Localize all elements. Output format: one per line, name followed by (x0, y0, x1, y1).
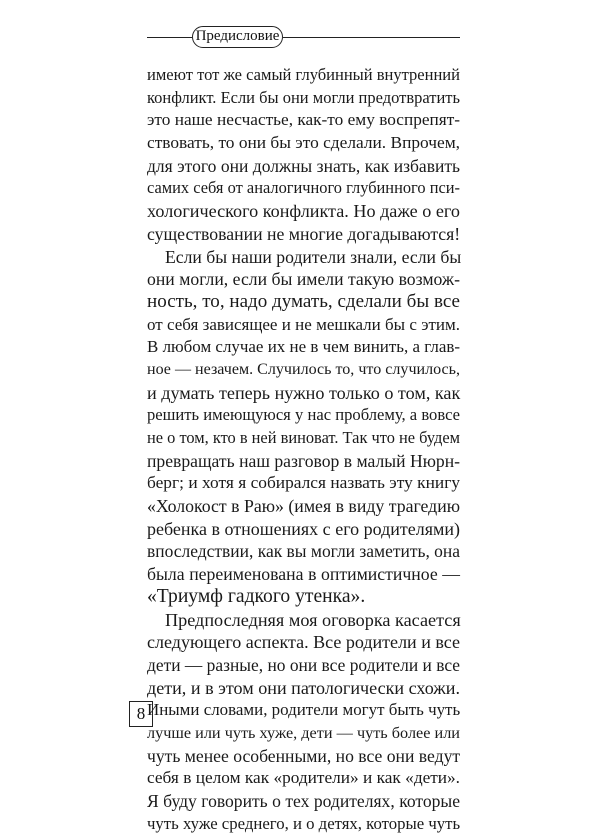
text-line: Предпоследняя моя оговорка касается (165, 609, 461, 630)
text-line: следующего аспекта. Все родители и все (147, 632, 461, 653)
text-line: для этого они должны знать, как избавить (147, 155, 460, 176)
text-line: ребенка в отношениях с его родителями) (147, 518, 460, 539)
text-line: чуть менее особенными, но все они ведут (147, 745, 461, 766)
text-line: была переименована в оптимистичное — (147, 564, 460, 585)
text-line: В любом случае их не в чем винить, а глав- (147, 337, 460, 357)
page-number: 8 (129, 701, 153, 727)
text-line: хологического конфликта. Но даже о его (147, 201, 460, 222)
text-line: себя в целом как «родители» и как «дети». (147, 768, 460, 788)
text-line: ствовать, то они бы это сделали. Впрочем, (147, 133, 461, 153)
text-line: впоследствии, как вы могли заметить, она (147, 541, 461, 562)
text-line: чуть хуже среднего, и о детях, которые чуть (147, 813, 461, 833)
text-line: существовании не многие догадываются! (147, 223, 461, 244)
text-line: решить имеющуюся у нас проблему, а вовсе (147, 405, 460, 425)
text-line: берг; и хотя я собирался назвать эту книгу (147, 473, 460, 493)
text-line: от себя зависящее и не мешкали бы с этим. (147, 314, 460, 334)
text-line: они могли, если бы имели такую возмож- (147, 269, 460, 290)
section-title-tab: Предисловие (192, 26, 283, 48)
text-line: самих себя от аналогичного глубинного пси- (147, 178, 460, 198)
text-line: Если бы наши родители знали, если бы (165, 246, 462, 267)
text-line: превращать наш разговор в малый Нюрн- (147, 450, 460, 471)
text-line: имеют тот же самый глубинный внутренний (147, 65, 460, 84)
text-line: дети, и в этом они патологически схожи. (147, 677, 460, 698)
text-line: конфликт. Если бы они могли предотвратить (147, 87, 460, 107)
text-line: и думать теперь нужно только о том, как (147, 382, 461, 403)
text-line: Иными словами, родители могут быть чуть (147, 700, 461, 720)
text-line: не о том, кто в ней виноват. Так что не будем (147, 428, 460, 447)
text-line: это наше несчастье, как-то ему воспрепят- (147, 110, 460, 130)
body-text (147, 64, 460, 835)
text-line: «Триумф гадкого утенка». (147, 585, 366, 607)
text-line: ность, то, надо думать, сделали бы все (147, 290, 460, 312)
text-line: Я буду говорить о тех родителях, которые (147, 791, 460, 811)
header-rule-left (147, 37, 192, 38)
text-line: дети — разные, но они все родители и все (147, 654, 460, 675)
text-line: лучше или чуть хуже, дети — чуть более или (147, 723, 460, 742)
text-line: «Холокост в Раю» (имея в виду трагедию (147, 496, 460, 517)
header-rule-right (283, 37, 460, 38)
text-line: ное — незачем. Случилось то, что случилось, (147, 360, 460, 378)
